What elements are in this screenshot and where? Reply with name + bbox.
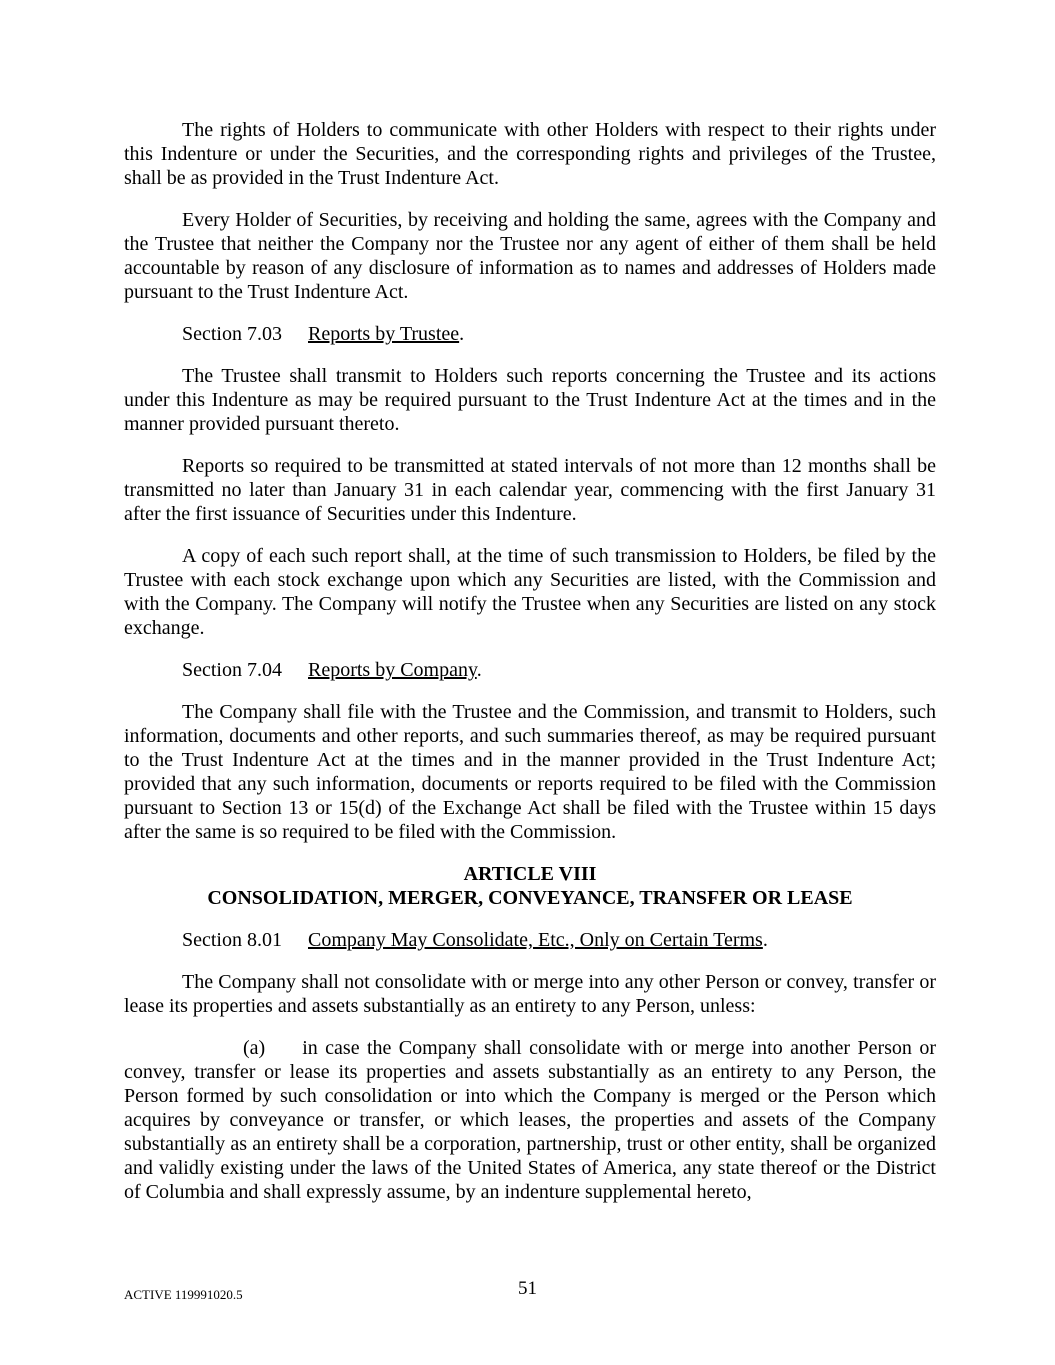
section-title: Reports by Trustee [308,323,460,345]
paragraph-company-file: The Company shall file with the Trustee and the Commission, and transmit to Holders, such information, documents and other reports, and such summaries thereof, as may be required pursuant to the Trust Indenture Act at the times and in the manner provided in the Trust Indenture Act; provided that any such information, documents or reports required to be filed with the Commission pursuant to Section 13 or 15(d) of the Exchange Act shall be filed with the Trustee within 15 days after the same is so required to be filed with the Commission. [124,701,936,843]
paragraph-reports-required: Reports so required to be transmitted at stated intervals of not more than 12 months shall be transmitted no later than January 31 in each calendar year, commencing with the first January 31 after the first issuance of Securities under this Indenture. [124,455,936,525]
clause-a-paragraph [124,1036,936,1204]
section-heading-8-01 [124,928,936,952]
section-title-period: . [762,929,768,951]
clause-a-text: in case the Company shall consolidate with or merge into another Person or convey, transfer or lease its properties and assets substantially as an entirety to any Person, the Person formed by such consolidation or into which the Company is merged or the Person which acquires by conveyance or transfer, or which leases, the properties and assets of the Company substantially as an entirety shall be a corporation, partnership, trust or other entity, shall be organized and validly existing under the laws of the United States of America, any state thereof or the District of Columbia and shall expressly assume, by an indenture supplemental hereto, [124,1037,936,1203]
paragraph-not-consolidate: The Company shall not consolidate with or merge into any other Person or convey, transfer or lease its properties and assets substantially as an entirety to any Person, unless: [124,971,936,1017]
section-title: Reports by Company [308,659,477,681]
article-title-line: CONSOLIDATION, MERGER, CONVEYANCE, TRANSFER OR LEASE [207,887,853,909]
section-title: Company May Consolidate, Etc., Only on Certain Terms [308,929,763,951]
clause-a-marker: (a) [243,1037,266,1059]
paragraph-every-holder: Every Holder of Securities, by receiving and holding the same, agrees with the Company and the Trustee that neither the Company nor the Trustee nor any agent of either of them shall be held accountable by reason of any disclosure of information as to names and addresses of Holders made pursuant to the Trust Indenture Act. [124,209,936,303]
section-title-period: . [476,659,482,681]
footer-page-number: 51 [518,1278,537,1299]
section-heading-7-03 [124,322,936,346]
paragraph-holders-rights: The rights of Holders to communicate with other Holders with respect to their rights under this Indenture or under the Securities, and the corresponding rights and privileges of the Trustee, shall be as provided in the Trust Indenture Act. [124,119,936,189]
article-number-line: ARTICLE VIII [463,863,597,885]
footer-document-id: ACTIVE 119991020.5 [124,1287,243,1302]
section-number: Section 8.01 [182,929,282,951]
paragraph-copy-report: A copy of each such report shall, at the time of such transmission to Holders, be filed by the Trustee with each stock exchange upon which any Securities are listed, with the Commission and with the Company. The Company will notify the Trustee when any Securities are listed on any stock exchange. [124,545,936,639]
document-body [124,118,936,1222]
section-number: Section 7.04 [182,659,282,681]
article-viii-heading [124,862,936,910]
section-title-period: . [459,323,465,345]
section-heading-7-04 [124,658,936,682]
paragraph-trustee-transmit: The Trustee shall transmit to Holders such reports concerning the Trustee and its actions under this Indenture as may be required pursuant to the Trust Indenture Act at the times and in the manner provided pursuant thereto. [124,365,936,435]
section-number: Section 7.03 [182,323,282,345]
